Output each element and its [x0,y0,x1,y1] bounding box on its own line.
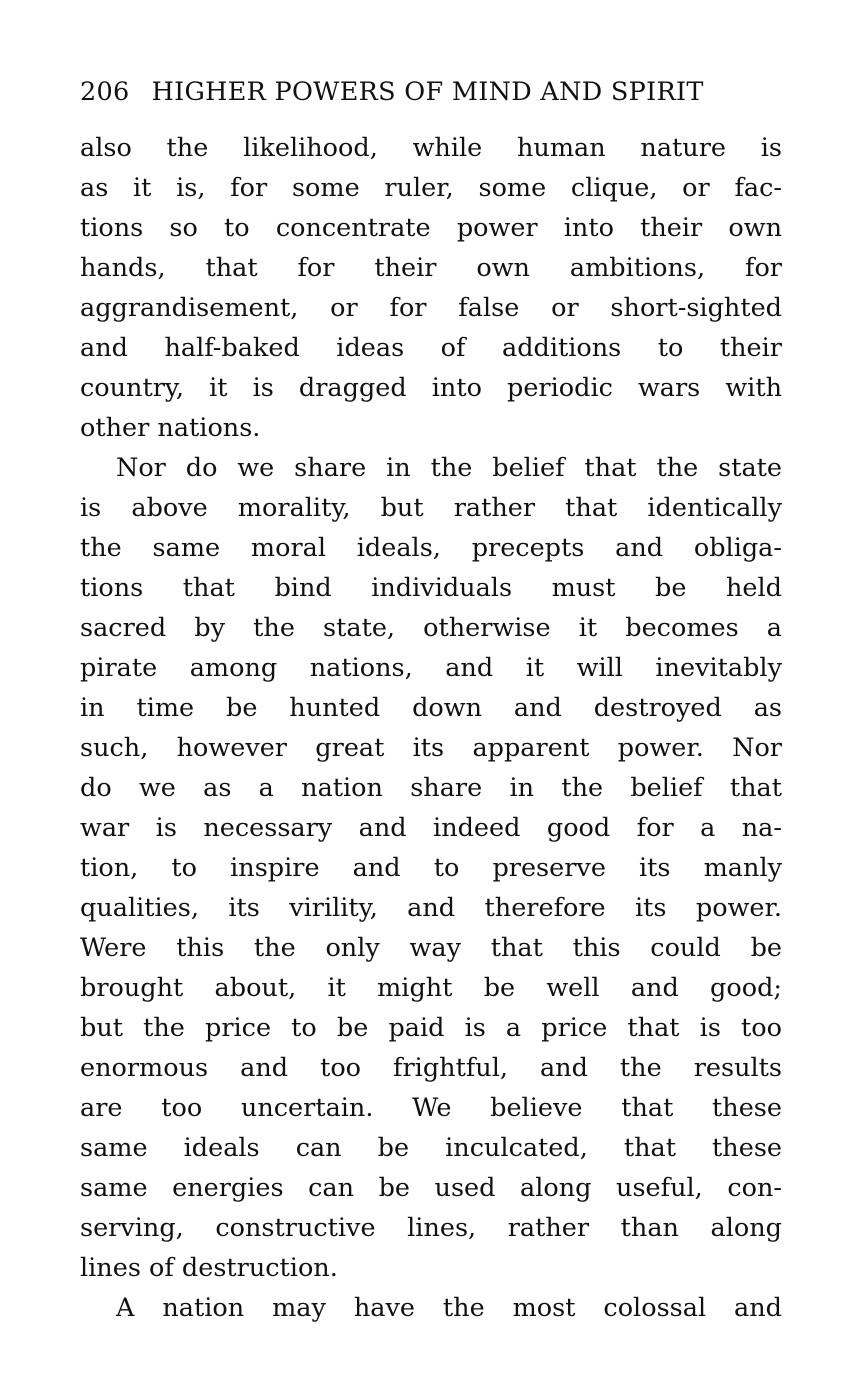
text-line: Were this the only way that this could be [80,933,782,963]
text-line: same ideals can be inculcated, that these [80,1133,782,1163]
text-line: and half-baked ideas of additions to their [80,333,782,363]
text-line: qualities, its virility, and therefore its power. [80,893,782,923]
text-line: enormous and too frightful, and the results [80,1053,782,1083]
text-line: tions that bind individuals must be held [80,573,782,603]
text-line: in time be hunted down and destroyed as [80,693,782,723]
text-line: lines of destruction. [80,1253,338,1283]
text-line: but the price to be paid is a price that is too [80,1013,782,1043]
paragraph-3 [80,1288,782,1328]
text-line: brought about, it might be well and good; [80,973,782,1003]
paragraph-1 [80,128,782,448]
text-line: war is necessary and indeed good for a na- [80,813,782,843]
running-head [80,72,782,112]
text-line: are too uncertain. We believe that these [80,1093,782,1123]
page-number: 206 [80,77,130,107]
text-line: hands, that for their own ambitions, for [80,253,782,283]
text-line: the same moral ideals, precepts and obliga- [80,533,782,563]
text-line: as it is, for some ruler, some clique, or fac- [80,173,782,203]
text-line: do we as a nation share in the belief that [80,773,782,803]
text-line: is above morality, but rather that identically [80,493,782,523]
text-line: tions so to concentrate power into their own [80,213,782,243]
text-line: serving, constructive lines, rather than along [80,1213,782,1243]
text-line: country, it is dragged into periodic wars with [80,373,782,403]
text-line: such, however great its apparent power. Nor [80,733,782,763]
text-line: same energies can be used along useful, con- [80,1173,782,1203]
text-line: sacred by the state, otherwise it becomes a [80,613,782,643]
paragraph-2 [80,448,782,1288]
running-title: HIGHER POWERS OF MIND AND SPIRIT [151,77,704,107]
text-line: Nor do we share in the belief that the state [116,453,782,483]
text-line: other nations. [80,413,261,443]
book-page [80,72,782,1328]
text-line: pirate among nations, and it will inevitably [80,653,782,683]
text-line: aggrandisement, or for false or short-sighted [80,293,782,323]
text-line: tion, to inspire and to preserve its manly [80,853,782,883]
text-line: A nation may have the most colossal and [116,1293,782,1323]
text-line: also the likelihood, while human nature is [80,133,782,163]
